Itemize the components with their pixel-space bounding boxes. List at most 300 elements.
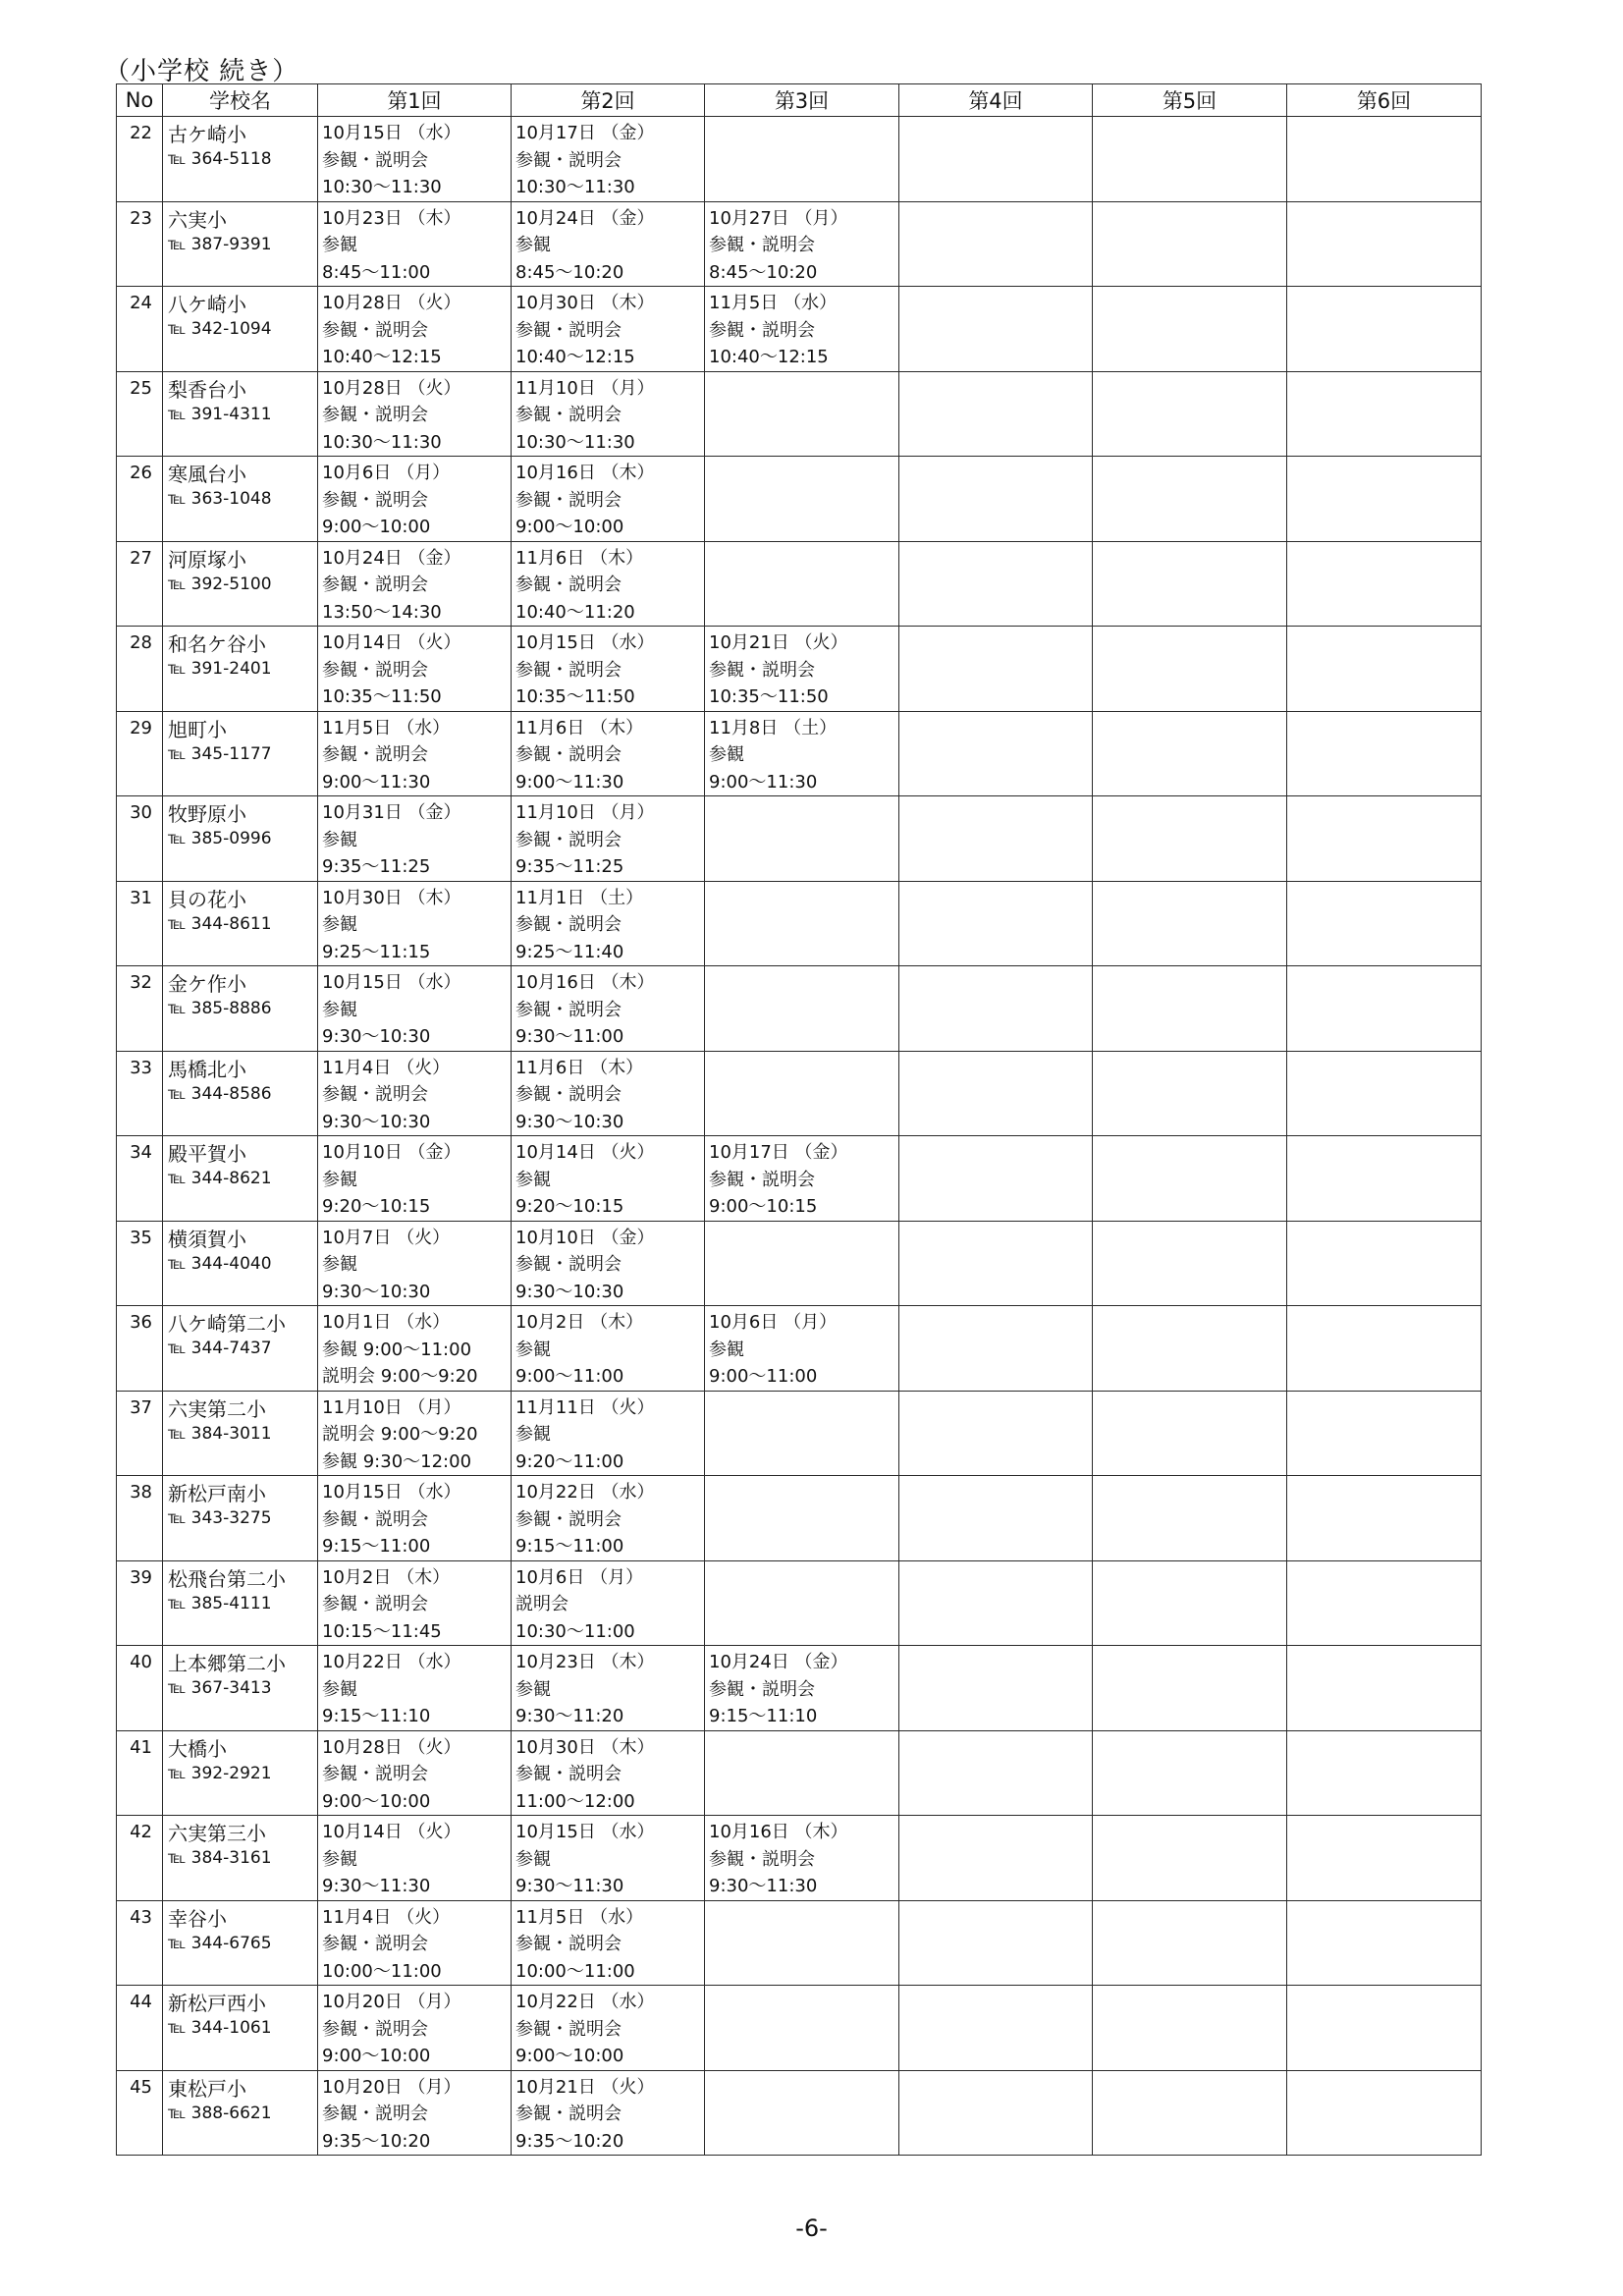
session-time: 9:20～10:15 [515, 1196, 624, 1217]
table-body [117, 117, 1482, 2156]
school-visit-schedule-table [116, 83, 1482, 2156]
session-type: 参観・説明会 [322, 1764, 428, 1784]
session-1-cell [318, 541, 512, 627]
session-type: 参観 [322, 235, 357, 255]
school-name: 貝の花小 [168, 887, 246, 911]
session-date: 10月21日 （火） [515, 2076, 655, 2098]
session-3-cell [705, 2070, 899, 2156]
session-date: 10月24日 （金） [515, 207, 655, 229]
session-6-cell [1287, 881, 1482, 966]
session-date: 10月6日 （月） [322, 463, 451, 483]
session-type: 参観・説明会 [515, 1934, 622, 1954]
session-time: 9:15～11:10 [322, 1706, 431, 1726]
session-1-cell [318, 2070, 512, 2156]
row-number: 26 [117, 457, 163, 542]
school-name: 新松戸西小 [168, 1992, 266, 2015]
session-type: 参観・説明会 [322, 149, 428, 171]
session-type: 参観 [515, 1424, 551, 1445]
session-3-cell [705, 711, 899, 796]
school-cell [163, 2070, 318, 2156]
session-time: 9:00～10:00 [322, 517, 431, 537]
col-header-no: No [117, 84, 163, 117]
session-time: 9:30～10:30 [515, 1111, 624, 1132]
session-time: 9:25～11:40 [515, 941, 624, 962]
session-type: 参観・説明会 [515, 405, 622, 425]
session-1-cell [318, 1816, 512, 1901]
session-5-cell [1093, 117, 1287, 202]
session-time: 9:25～11:15 [322, 941, 431, 962]
session-5-cell [1093, 1306, 1287, 1392]
school-cell [163, 796, 318, 882]
table-row [117, 2070, 1482, 2156]
school-cell [163, 457, 318, 542]
session-date: 11月8日 （土） [709, 717, 838, 738]
session-date: 10月30日 （木） [515, 293, 655, 313]
session-date: 10月16日 （木） [515, 972, 655, 993]
session-type: 参観・説明会 [322, 405, 428, 425]
row-number: 31 [117, 881, 163, 966]
school-name: 松飛台第二小 [168, 1566, 286, 1591]
session-6-cell [1287, 1476, 1482, 1561]
school-cell [163, 1986, 318, 2071]
session-type: 参観・説明会 [322, 489, 428, 511]
row-number: 30 [117, 796, 163, 882]
session-type: 参観・説明会 [322, 1084, 428, 1105]
session-3-cell [705, 966, 899, 1052]
session-4-cell [899, 881, 1093, 966]
row-number: 32 [117, 966, 163, 1052]
school-phone: ℡ 345-1177 [168, 743, 272, 764]
session-2-cell [512, 627, 705, 712]
session-6-cell [1287, 1391, 1482, 1476]
school-name: 馬橋北小 [168, 1057, 246, 1081]
session-type: 参観・説明会 [322, 744, 428, 765]
school-name: 八ケ崎小 [168, 293, 246, 316]
school-cell [163, 1136, 318, 1222]
row-number: 27 [117, 541, 163, 627]
session-date: 10月6日 （月） [709, 1312, 838, 1333]
session-3-cell [705, 1476, 899, 1561]
session-type: 参観・説明会 [322, 1934, 428, 1954]
table-row [117, 457, 1482, 542]
school-name: 横須賀小 [168, 1227, 246, 1251]
session-type: 参観・説明会 [322, 1508, 428, 1530]
session-date: 10月24日 （金） [709, 1652, 848, 1672]
session-date: 11月5日 （水） [709, 293, 838, 313]
session-1-cell [318, 1136, 512, 1222]
session-type: 参観・説明会 [322, 659, 428, 681]
session-3-cell [705, 1560, 899, 1646]
session-5-cell [1093, 201, 1287, 287]
session-time: 参観 9:30～12:00 [322, 1450, 472, 1472]
session-date: 11月11日 （火） [515, 1396, 655, 1418]
session-6-cell [1287, 541, 1482, 627]
session-type: 参観 9:00～11:00 [322, 1339, 472, 1360]
session-6-cell [1287, 1646, 1482, 1731]
page-number: -6- [795, 2214, 828, 2242]
session-2-cell [512, 1051, 705, 1136]
table-caption: （小学校 続き） [104, 57, 299, 86]
session-time: 10:40～11:20 [515, 601, 635, 623]
session-6-cell [1287, 1136, 1482, 1222]
session-2-cell [512, 287, 705, 372]
session-type: 参観・説明会 [322, 574, 428, 595]
school-cell [163, 117, 318, 202]
session-date: 10月27日 （月） [709, 207, 848, 229]
session-type: 参観・説明会 [709, 1678, 815, 1700]
session-4-cell [899, 1986, 1093, 2071]
school-cell [163, 1391, 318, 1476]
session-2-cell [512, 1986, 705, 2071]
session-6-cell [1287, 1730, 1482, 1816]
session-1-cell [318, 117, 512, 202]
session-5-cell [1093, 1900, 1287, 1986]
session-5-cell [1093, 796, 1287, 882]
session-time: 9:20～11:00 [515, 1450, 624, 1472]
school-name: 古ケ崎小 [168, 123, 246, 146]
session-type: 参観 [709, 744, 744, 765]
session-3-cell [705, 881, 899, 966]
session-5-cell [1093, 1730, 1287, 1816]
session-2-cell [512, 796, 705, 882]
session-date: 10月28日 （火） [322, 293, 461, 313]
session-6-cell [1287, 371, 1482, 457]
session-type: 参観・説明会 [709, 659, 815, 681]
school-cell [163, 201, 318, 287]
session-5-cell [1093, 371, 1287, 457]
school-cell [163, 541, 318, 627]
session-date: 10月30日 （木） [322, 887, 461, 908]
session-1-cell [318, 1986, 512, 2071]
session-date: 10月15日 （水） [322, 1482, 461, 1503]
session-date: 10月10日 （金） [322, 1142, 461, 1163]
session-time: 9:15～11:00 [515, 1536, 624, 1557]
session-2-cell [512, 966, 705, 1052]
school-phone: ℡ 391-2401 [168, 659, 272, 679]
session-type: 参観・説明会 [515, 2104, 622, 2124]
session-5-cell [1093, 1136, 1287, 1222]
session-1-cell [318, 1900, 512, 1986]
session-5-cell [1093, 457, 1287, 542]
session-date: 10月14日 （火） [515, 1142, 655, 1163]
session-type: 参観・説明会 [515, 1254, 622, 1275]
session-time: 10:15～11:45 [322, 1620, 442, 1642]
session-date: 10月20日 （月） [322, 1992, 461, 2012]
session-time: 10:00～11:00 [515, 1960, 635, 1982]
school-name: 六実第三小 [168, 1822, 266, 1845]
session-time: 9:00～10:00 [515, 2046, 624, 2066]
session-date: 10月23日 （木） [322, 207, 461, 229]
session-time: 10:30～11:00 [515, 1620, 635, 1642]
school-phone: ℡ 344-8621 [168, 1169, 272, 1188]
session-5-cell [1093, 1646, 1287, 1731]
col-header-session-1: 第1回 [318, 84, 512, 117]
school-phone: ℡ 384-3161 [168, 1848, 272, 1868]
session-time: 13:50～14:30 [322, 601, 442, 623]
session-1-cell [318, 1730, 512, 1816]
col-header-session-6: 第6回 [1287, 84, 1482, 117]
session-5-cell [1093, 881, 1287, 966]
session-6-cell [1287, 1986, 1482, 2071]
school-name: 寒風台小 [168, 463, 246, 486]
session-time: 8:45～11:00 [322, 261, 431, 283]
session-time: 9:30～11:30 [322, 1876, 431, 1896]
session-type: 参観・説明会 [515, 319, 622, 341]
session-time: 9:20～10:15 [322, 1196, 431, 1217]
school-phone: ℡ 342-1094 [168, 319, 272, 339]
session-5-cell [1093, 627, 1287, 712]
table-row [117, 371, 1482, 457]
session-date: 10月28日 （火） [322, 377, 461, 399]
school-phone: ℡ 344-8586 [168, 1083, 272, 1104]
session-date: 10月20日 （月） [322, 2076, 461, 2098]
session-time: 9:30～11:30 [515, 1876, 624, 1896]
session-type: 参観・説明会 [515, 1084, 622, 1105]
row-number: 45 [117, 2070, 163, 2156]
school-phone: ℡ 392-2921 [168, 1763, 272, 1783]
session-3-cell [705, 371, 899, 457]
session-time: 11:00～12:00 [515, 1790, 635, 1812]
session-date: 11月5日 （水） [322, 717, 451, 738]
school-cell [163, 1476, 318, 1561]
school-phone: ℡ 385-0996 [168, 829, 272, 848]
table-row [117, 117, 1482, 202]
col-header-session-5: 第5回 [1093, 84, 1287, 117]
session-date: 10月15日 （水） [515, 1822, 655, 1842]
session-2-cell [512, 1306, 705, 1392]
session-3-cell [705, 201, 899, 287]
session-type: 参観・説明会 [322, 2104, 428, 2124]
session-5-cell [1093, 1221, 1287, 1306]
school-phone: ℡ 384-3011 [168, 1423, 272, 1444]
session-1-cell [318, 966, 512, 1052]
session-time: 9:00～11:30 [515, 771, 624, 793]
session-date: 11月5日 （水） [515, 1906, 644, 1928]
session-2-cell [512, 117, 705, 202]
session-3-cell [705, 1730, 899, 1816]
school-phone: ℡ 344-7437 [168, 1339, 272, 1358]
session-4-cell [899, 1391, 1093, 1476]
session-6-cell [1287, 287, 1482, 372]
school-name: 河原塚小 [168, 547, 246, 572]
session-3-cell [705, 1900, 899, 1986]
session-type: 参観・説明会 [515, 659, 622, 681]
session-6-cell [1287, 1306, 1482, 1392]
session-type: 参観・説明会 [515, 914, 622, 935]
session-time: 9:35～11:25 [322, 856, 431, 877]
session-date: 11月10日 （月） [515, 802, 655, 823]
school-phone: ℡ 364-5118 [168, 149, 272, 169]
school-phone: ℡ 388-6621 [168, 2103, 272, 2123]
session-1-cell [318, 881, 512, 966]
session-6-cell [1287, 1900, 1482, 1986]
col-header-session-3: 第3回 [705, 84, 899, 117]
col-header-session-4: 第4回 [899, 84, 1093, 117]
session-time: 9:35～10:20 [322, 2130, 431, 2152]
school-name: 東松戸小 [168, 2076, 246, 2101]
school-cell [163, 1730, 318, 1816]
session-5-cell [1093, 1560, 1287, 1646]
table-row [117, 627, 1482, 712]
table-row [117, 1730, 1482, 1816]
session-3-cell [705, 1221, 899, 1306]
session-4-cell [899, 1900, 1093, 1986]
session-type: 参観・説明会 [515, 489, 622, 511]
session-time: 9:30～10:30 [515, 1281, 624, 1302]
session-time: 9:15～11:00 [322, 1536, 431, 1557]
school-phone: ℡ 387-9391 [168, 234, 272, 254]
session-4-cell [899, 457, 1093, 542]
table-row [117, 1646, 1482, 1731]
session-date: 10月17日 （金） [515, 123, 655, 143]
session-time: 説明会 9:00～9:20 [322, 1366, 478, 1387]
session-2-cell [512, 1900, 705, 1986]
table-row [117, 1986, 1482, 2071]
session-4-cell [899, 1136, 1093, 1222]
session-1-cell [318, 1560, 512, 1646]
session-3-cell [705, 457, 899, 542]
session-date: 10月22日 （水） [515, 1992, 655, 2012]
session-date: 10月6日 （月） [515, 1566, 644, 1588]
col-header-session-2: 第2回 [512, 84, 705, 117]
session-3-cell [705, 1816, 899, 1901]
session-time: 10:30～11:30 [515, 177, 635, 197]
session-date: 10月24日 （金） [322, 547, 461, 569]
session-2-cell [512, 1646, 705, 1731]
session-4-cell [899, 201, 1093, 287]
session-1-cell [318, 711, 512, 796]
session-time: 9:30～10:30 [322, 1026, 431, 1047]
session-time: 9:35～11:25 [515, 856, 624, 877]
school-name: 大橋小 [168, 1736, 227, 1761]
session-type: 参観 [322, 999, 357, 1020]
school-name: 八ケ崎第二小 [168, 1312, 286, 1336]
school-name: 梨香台小 [168, 377, 246, 402]
session-2-cell [512, 1816, 705, 1901]
school-cell [163, 1221, 318, 1306]
session-type: 参観 [515, 235, 551, 255]
school-phone: ℡ 343-3275 [168, 1508, 272, 1528]
session-3-cell [705, 287, 899, 372]
session-2-cell [512, 2070, 705, 2156]
school-cell [163, 1306, 318, 1392]
session-3-cell [705, 1051, 899, 1136]
session-4-cell [899, 711, 1093, 796]
session-type: 参観 [322, 1169, 357, 1190]
session-4-cell [899, 627, 1093, 712]
school-cell [163, 371, 318, 457]
session-4-cell [899, 796, 1093, 882]
session-4-cell [899, 371, 1093, 457]
session-date: 10月22日 （水） [322, 1652, 461, 1672]
session-type: 参観 [322, 1678, 357, 1700]
session-time: 10:40～12:15 [322, 347, 442, 367]
session-date: 11月1日 （土） [515, 887, 644, 908]
session-type: 参観 [322, 829, 357, 850]
session-6-cell [1287, 796, 1482, 882]
school-name: 旭町小 [168, 717, 227, 741]
school-name: 金ケ作小 [168, 972, 246, 996]
session-time: 10:00～11:00 [322, 1960, 442, 1982]
session-3-cell [705, 627, 899, 712]
table-row [117, 1051, 1482, 1136]
school-phone: ℡ 367-3413 [168, 1678, 272, 1698]
session-type: 参観 [515, 1678, 551, 1700]
session-5-cell [1093, 1986, 1287, 2071]
school-name: 六実小 [168, 207, 227, 232]
session-time: 9:00～10:15 [709, 1196, 818, 1217]
session-time: 9:00～10:00 [322, 2046, 431, 2066]
session-type: 参観・説明会 [709, 1169, 815, 1190]
session-type: 参観 [515, 1339, 551, 1360]
session-1-cell [318, 627, 512, 712]
school-name: 新松戸南小 [168, 1482, 266, 1505]
school-phone: ℡ 363-1048 [168, 489, 272, 509]
session-5-cell [1093, 1051, 1287, 1136]
session-time: 9:15～11:10 [709, 1706, 818, 1726]
session-date: 10月15日 （水） [322, 972, 461, 993]
session-3-cell [705, 1306, 899, 1392]
session-4-cell [899, 1730, 1093, 1816]
session-5-cell [1093, 1476, 1287, 1561]
session-4-cell [899, 2070, 1093, 2156]
row-number: 28 [117, 627, 163, 712]
session-date: 11月10日 （月） [322, 1396, 461, 1418]
school-phone: ℡ 385-8886 [168, 999, 272, 1018]
school-phone: ℡ 344-6765 [168, 1933, 272, 1953]
session-date: 11月4日 （火） [322, 1057, 451, 1078]
table-row [117, 796, 1482, 882]
session-1-cell [318, 371, 512, 457]
session-date: 11月6日 （木） [515, 547, 644, 569]
session-time: 10:35～11:50 [322, 686, 442, 707]
session-1-cell [318, 1221, 512, 1306]
session-6-cell [1287, 711, 1482, 796]
school-name: 和名ケ谷小 [168, 632, 266, 656]
school-cell [163, 966, 318, 1052]
session-3-cell [705, 1646, 899, 1731]
header-row [117, 84, 1482, 117]
session-type: 参観 [709, 1339, 744, 1360]
session-4-cell [899, 1646, 1093, 1731]
school-name: 殿平賀小 [168, 1142, 246, 1166]
row-number: 43 [117, 1900, 163, 1986]
school-name: 牧野原小 [168, 802, 246, 826]
session-date: 11月6日 （木） [515, 1057, 644, 1078]
session-type: 参観 [515, 1169, 551, 1190]
session-time: 8:45～10:20 [515, 261, 624, 283]
school-cell [163, 1900, 318, 1986]
row-number: 29 [117, 711, 163, 796]
session-type: 参観・説明会 [515, 149, 622, 171]
school-phone: ℡ 344-4040 [168, 1253, 272, 1274]
session-type: 参観・説明会 [515, 1508, 622, 1530]
session-time: 9:00～10:00 [322, 1790, 431, 1812]
session-4-cell [899, 1221, 1093, 1306]
session-1-cell [318, 457, 512, 542]
school-name: 幸谷小 [168, 1906, 227, 1931]
session-2-cell [512, 1391, 705, 1476]
session-time: 9:35～10:20 [515, 2130, 624, 2152]
session-2-cell [512, 881, 705, 966]
session-6-cell [1287, 1560, 1482, 1646]
session-date: 10月14日 （火） [322, 632, 461, 653]
session-time: 9:00～11:00 [515, 1366, 624, 1387]
session-time: 9:00～11:30 [709, 771, 818, 793]
session-type: 参観・説明会 [709, 319, 815, 341]
session-3-cell [705, 1986, 899, 2071]
row-number: 42 [117, 1816, 163, 1901]
